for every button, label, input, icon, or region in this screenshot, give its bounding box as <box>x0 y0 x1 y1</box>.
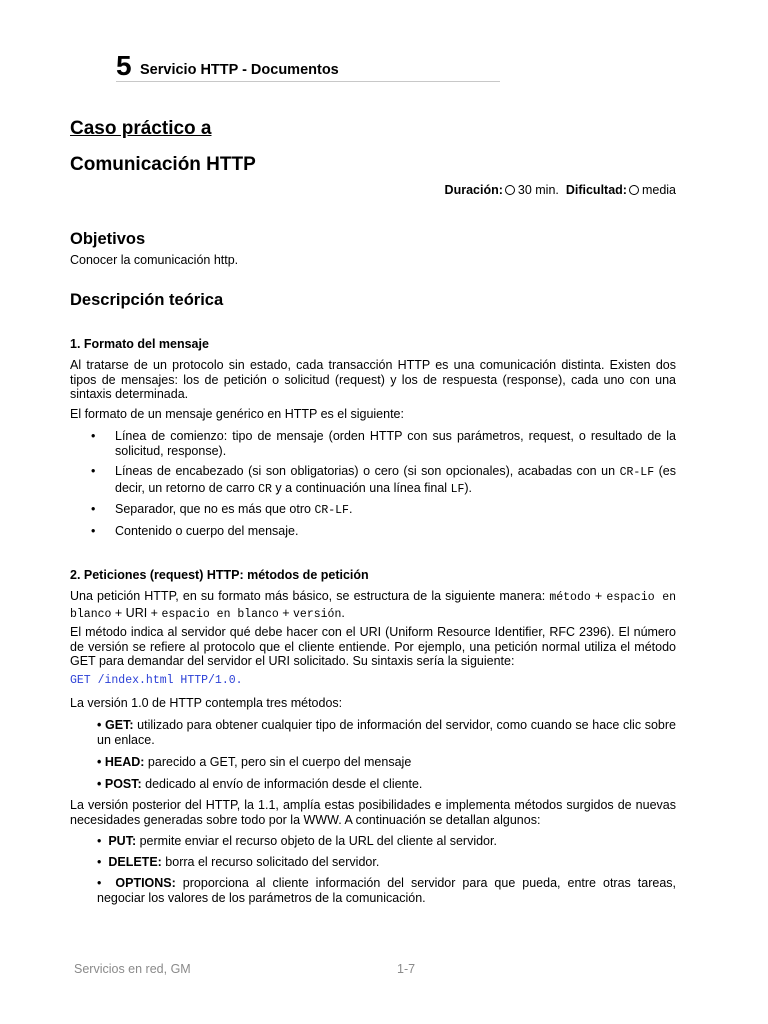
clock-icon <box>505 185 515 195</box>
code-inline: CR-LF <box>314 504 349 517</box>
formato-paragraph-2: El formato de un mensaje genérico en HTTP es el siguiente: <box>70 407 404 421</box>
bullet-marker: • <box>91 429 96 443</box>
chapter-number: 5 <box>116 50 132 81</box>
footer-page-number: 1-7 <box>397 962 416 976</box>
list-item: Contenido o cuerpo del mensaje. <box>115 524 299 538</box>
code-inline: método <box>549 591 591 604</box>
footer-course-name: Servicios en red, GM <box>74 962 191 976</box>
case-meta <box>445 182 676 198</box>
chapter-header <box>116 50 500 82</box>
bullet-marker: • <box>91 524 96 538</box>
formato-paragraph-1: Al tratarse de un protocolo sin estado, cada transacción HTTP es una comunicación distinta. Existen dos tipos de mensajes: los de petición o solicitud (request) y los de respuesta (response), cada uno con una sintaxis determinada. <box>70 358 676 401</box>
difficulty-value: media <box>641 183 676 197</box>
peticiones-heading: 2. Peticiones (request) HTTP: métodos de petición <box>70 568 369 582</box>
page-title: Comunicación HTTP <box>70 154 256 175</box>
smiley-icon <box>629 185 639 195</box>
case-label: Caso práctico a <box>70 118 212 139</box>
code-inline: LF <box>450 482 465 496</box>
objetivos-text: Conocer la comunicación http. <box>70 253 239 267</box>
method-item-delete: • DELETE: borra el recurso solicitado del servidor. <box>97 855 380 869</box>
formato-heading: 1. Formato del mensaje <box>70 337 209 351</box>
method-item-put: • PUT: permite enviar el recurso objeto de la URL del cliente al servidor. <box>97 834 497 848</box>
peticiones-paragraph-3: La versión 1.0 de HTTP contempla tres métodos: <box>70 696 343 710</box>
code-inline: CR <box>258 482 272 496</box>
peticiones-paragraph-4: La versión posterior del HTTP, la 1.1, amplía estas posibilidades e implementa métodos surgidos de nuevas necesidades generadas sobre todo por la WWW. A continuación se detallan algunos: <box>70 798 676 827</box>
duration-value: 30 min. <box>517 183 559 197</box>
method-item-head: • HEAD: parecido a GET, pero sin el cuerpo del mensaje <box>97 755 412 769</box>
method-item-options: • OPTIONS: proporciona al cliente información del servidor para que pueda, entre otras tareas, negociar los valores de los parámetros de la comunicación. <box>97 876 676 905</box>
bullet-marker: • <box>91 502 96 516</box>
code-inline: CR-LF <box>619 466 655 479</box>
code-inline: espacio en blanco <box>70 591 676 621</box>
list-item: Separador, que no es más que otro CR-LF. <box>115 502 353 517</box>
descripcion-heading: Descripción teórica <box>70 291 224 309</box>
objetivos-heading: Objetivos <box>70 230 146 248</box>
method-item-get: • GET: utilizado para obtener cualquier tipo de información del servidor, como cuando se hace clic sobre un enlace. <box>97 718 676 747</box>
method-item-post: • POST: dedicado al envío de información desde el cliente. <box>97 777 423 791</box>
duration-label: Duración: <box>444 183 503 197</box>
chapter-title: Servicio HTTP - Documentos <box>140 62 339 78</box>
list-item: Líneas de encabezado (si son obligatorias) o cero (si son opcionales), acabadas con un CR-LF (es decir, un retorno de carro CR y a continuación una línea final LF). <box>115 464 676 496</box>
difficulty-label: Dificultad: <box>565 183 627 197</box>
code-inline: versión <box>293 607 342 621</box>
bullet-marker: • <box>91 464 96 478</box>
peticiones-paragraph-1: Una petición HTTP, en su formato más básico, se estructura de la siguiente manera: método + espacio en blanco + URI + espacio en blanco + versión. <box>70 589 676 621</box>
peticiones-paragraph-2: El método indica al servidor qué debe hacer con el URI (Uniform Resource Identifier, RFC 2396). El número de versión se refiere al protocolo que el cliente entiende. Por ejemplo, una petición normal utiliza el método GET para demandar del servidor el URI solicitado. Su sintaxis sería la siguiente: <box>70 625 676 668</box>
code-inline: espacio en blanco <box>161 607 279 621</box>
code-example: GET /index.html HTTP/1.0. <box>70 674 243 687</box>
list-item: Línea de comienzo: tipo de mensaje (orden HTTP con sus parámetros, request, o resultado de la solicitud, response). <box>115 429 676 458</box>
